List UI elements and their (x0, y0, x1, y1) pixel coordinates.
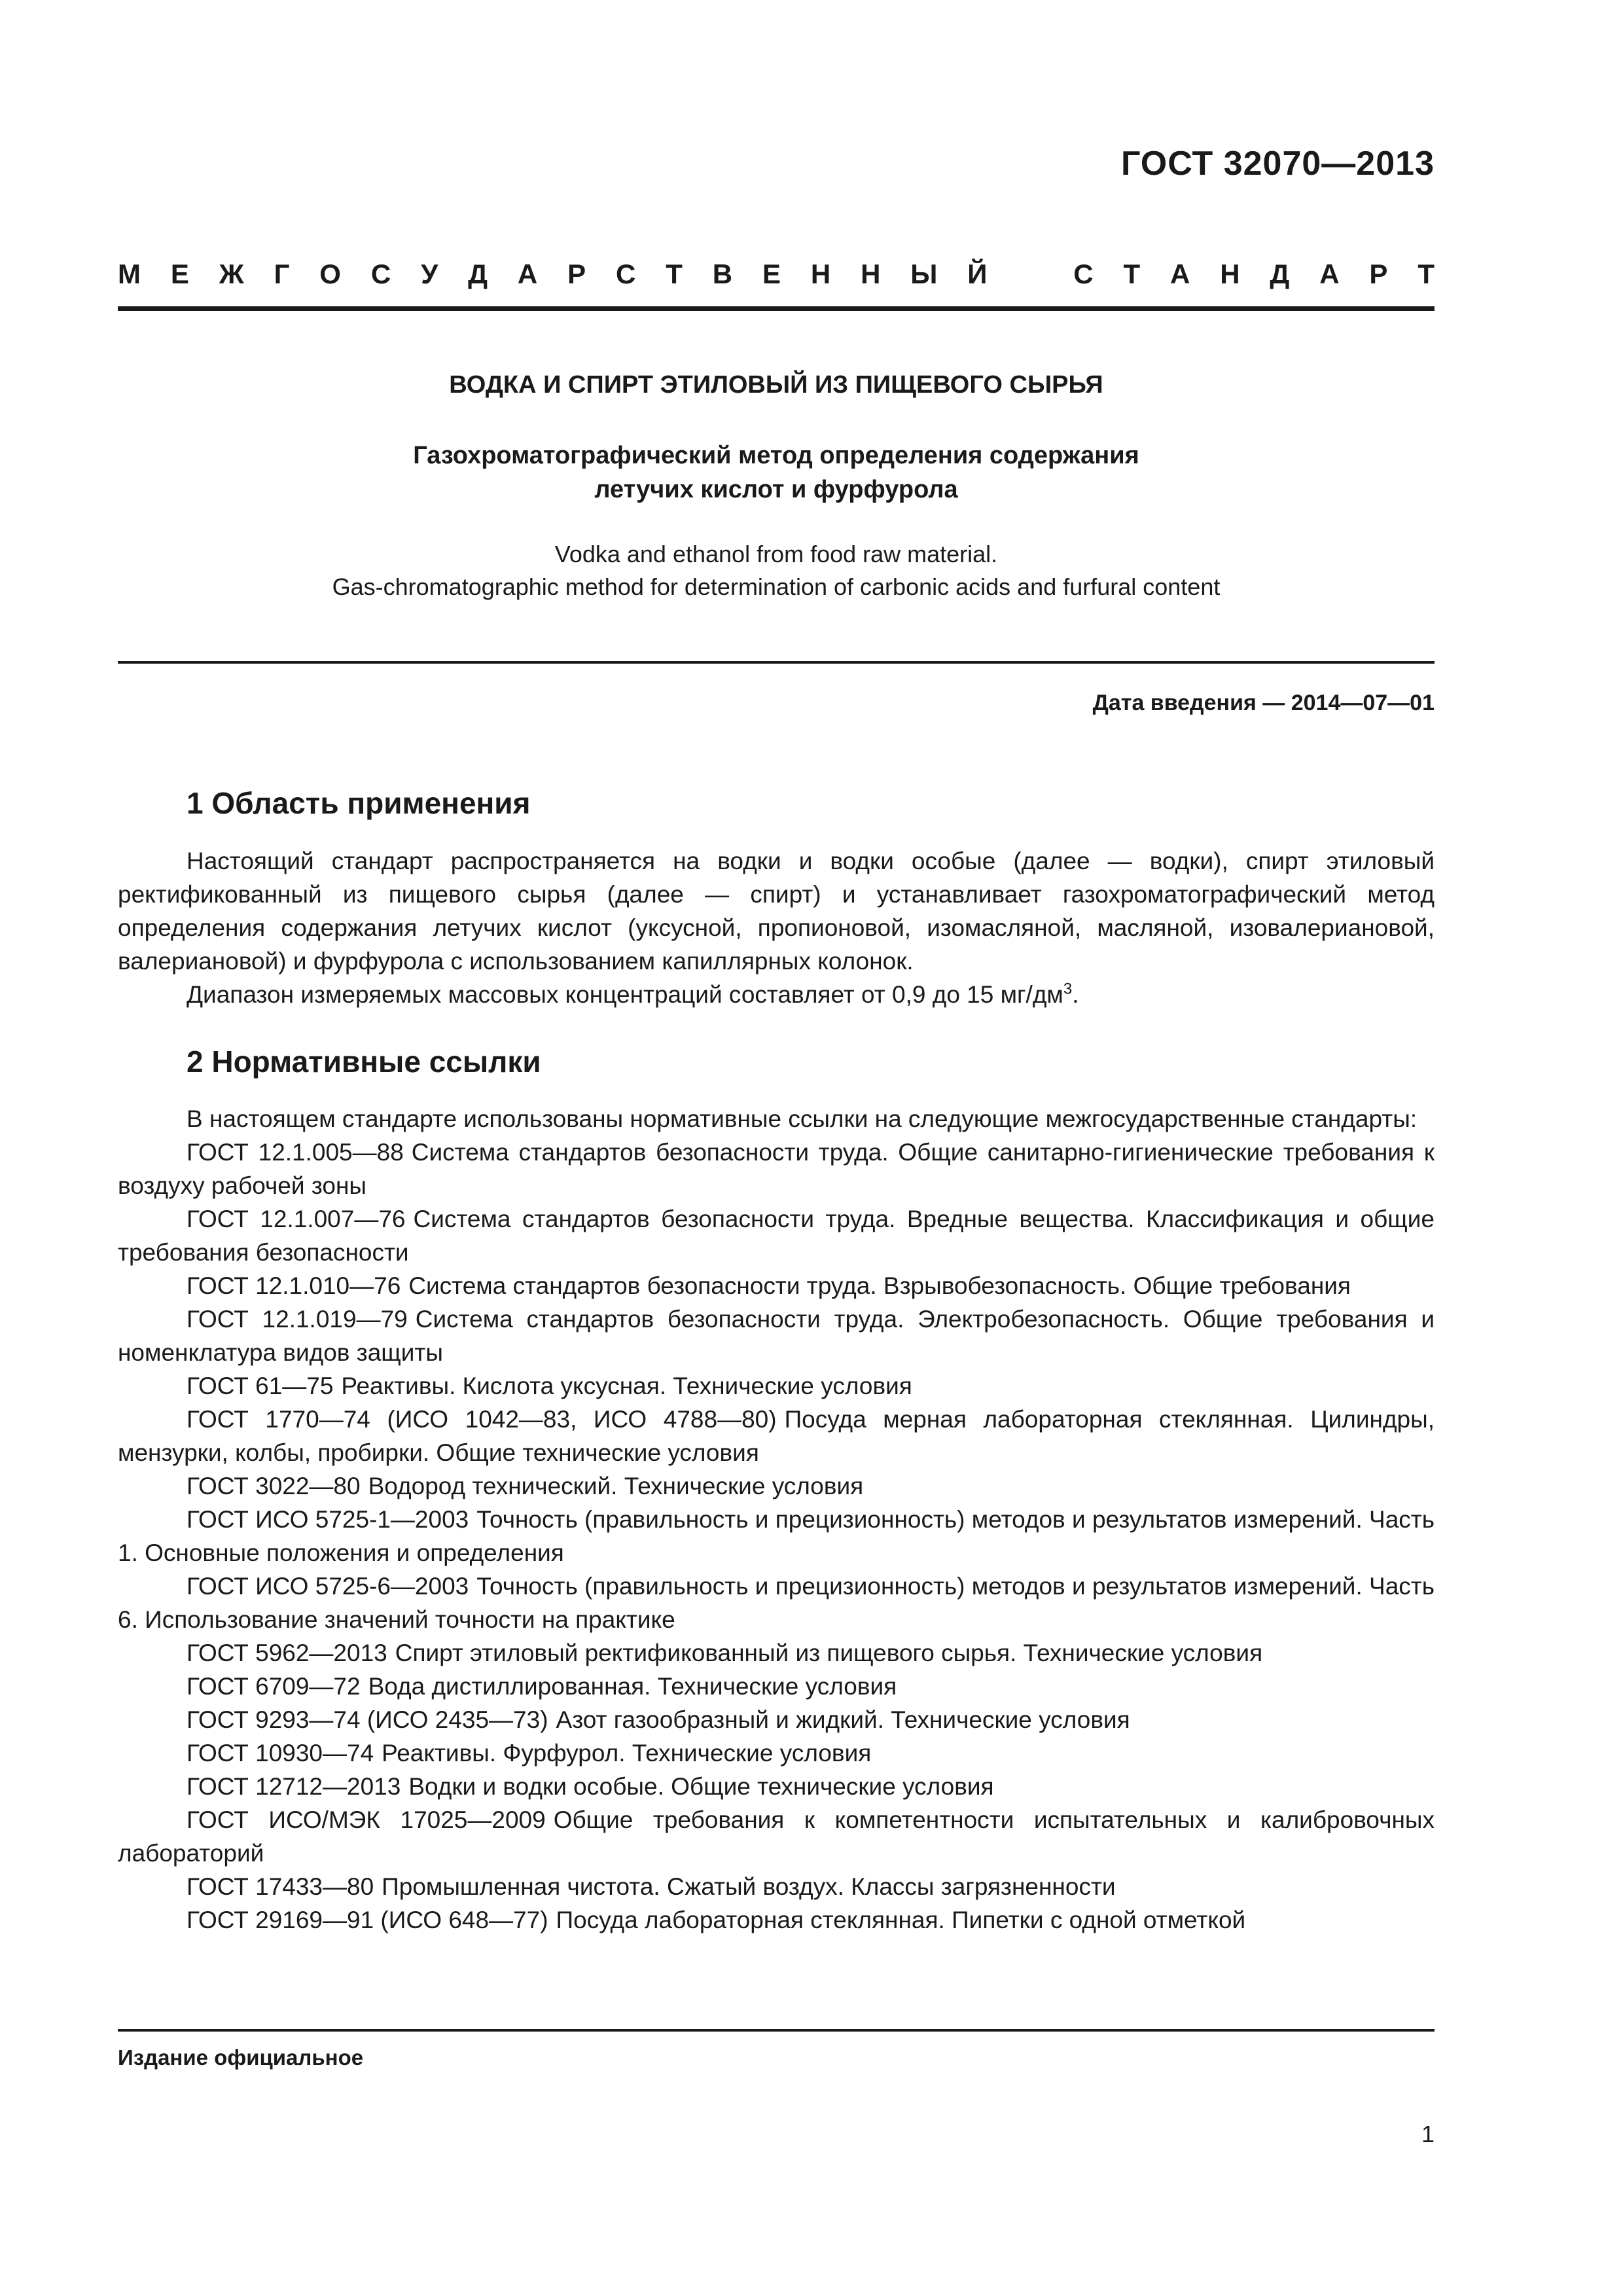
title-rule (118, 661, 1435, 664)
interstate-letter: М (118, 259, 141, 289)
reference-item (118, 1703, 1435, 1736)
reference-item (118, 1570, 1435, 1636)
reference-item (118, 1803, 1435, 1870)
range-end: . (1072, 981, 1079, 1008)
interstate-letter: Г (274, 259, 290, 289)
range-superscript: 3 (1063, 980, 1073, 998)
interstate-letter: С (1073, 259, 1094, 289)
interstate-letter: С (370, 259, 391, 289)
reference-item (118, 1136, 1435, 1202)
interstate-letter: Т (666, 259, 683, 289)
reference-code: ГОСТ 17433—80 (187, 1873, 374, 1900)
reference-item (118, 1903, 1435, 1937)
reference-item (118, 1403, 1435, 1469)
interstate-letter: Е (170, 259, 189, 289)
interstate-letter: А (517, 259, 538, 289)
reference-code: ГОСТ 12.1.019—79 (187, 1306, 408, 1333)
reference-item (118, 1736, 1435, 1770)
interstate-letter: А (1169, 259, 1190, 289)
reference-title: Система стандартов безопасности труда. Вредные вещества. Классификация и общие требования безопасности (118, 1206, 1435, 1266)
reference-title: Азот газообразный и жидкий. Технические условия (556, 1706, 1130, 1733)
reference-item (118, 1636, 1435, 1670)
interstate-letter: С (615, 259, 636, 289)
reference-title: Система стандартов безопасности труда. Взрывобезопасность. Общие требования (408, 1272, 1351, 1299)
reference-code: ГОСТ 5962—2013 (187, 1640, 387, 1666)
subtitle-line-2: летучих кислот и фурфурола (594, 476, 958, 503)
reference-title: Система стандартов безопасности труда. Электробезопасность. Общие требования и номенклатура видов защиты (118, 1306, 1435, 1366)
reference-code: ГОСТ 10930—74 (187, 1740, 374, 1767)
reference-code: ГОСТ ИСО/МЭК 17025—2009 (187, 1806, 546, 1833)
reference-code: ГОСТ 6709—72 (187, 1673, 361, 1700)
references-intro: В настоящем стандарте использованы нормативные ссылки на следующие межгосударственные стандарты: (187, 1105, 1418, 1132)
scope-paragraph: Настоящий стандарт распространяется на водки и водки особые (далее — водки), спирт этиловый ректификованный из пищевого сырья (далее — спирт) и устанавливает газохроматографический метод определения содержания летучих кислот (уксусной, пропионовой, изомасляной, масляной, изовалериановой, валериановой) и фурфурола с использованием капиллярных колонок. (118, 848, 1435, 975)
interstate-letter: Н (1220, 259, 1240, 289)
footer-rule (118, 2029, 1435, 2032)
reference-title: Спирт этиловый ректификованный из пищевого сырья. Технические условия (395, 1640, 1263, 1666)
interstate-letter: Ж (219, 259, 244, 289)
interstate-letter: Е (762, 259, 781, 289)
subtitle-line-1: Газохроматографический метод определения содержания (413, 442, 1139, 469)
reference-title: Точность (правильность и прецизионность) методов и результатов измерений. Часть 1. Основные положения и определения (118, 1506, 1435, 1566)
reference-code: ГОСТ 12.1.010—76 (187, 1272, 401, 1299)
interstate-standard-heading (118, 259, 1435, 290)
english-title-line-1: Vodka and ethanol from food raw material. (554, 541, 998, 567)
reference-code: ГОСТ 3022—80 (187, 1473, 361, 1499)
reference-title: Вода дистиллированная. Технические условия (368, 1673, 897, 1700)
interstate-letter: Д (1270, 259, 1290, 289)
reference-code: ГОСТ 29169—91 (ИСО 648—77) (187, 1907, 548, 1933)
english-title-line-2: Gas-chromatographic method for determination of carbonic acids and furfural content (332, 573, 1221, 600)
interstate-letter: Т (1123, 259, 1141, 289)
reference-list (118, 1136, 1435, 1937)
gost-number: ГОСТ 32070—2013 (1121, 145, 1435, 183)
reference-title: Реактивы. Кислота уксусная. Технические условия (341, 1372, 912, 1399)
section-1-body (118, 844, 1435, 1011)
section-2-body (118, 1102, 1435, 1937)
interstate-letter: Н (810, 259, 831, 289)
interstate-letter: О (319, 259, 341, 289)
interstate-letter: Д (468, 259, 488, 289)
document-title: ВОДКА И СПИРТ ЭТИЛОВЫЙ ИЗ ПИЩЕВОГО СЫРЬЯ (449, 371, 1103, 399)
interstate-letter: Р (567, 259, 586, 289)
reference-title: Реактивы. Фурфурол. Технические условия (382, 1740, 872, 1767)
reference-code: ГОСТ 1770—74 (ИСО 1042—83, ИСО 4788—80) (187, 1406, 777, 1433)
reference-title: Общие требования к компетентности испытательных и калибровочных лабораторий (118, 1806, 1435, 1867)
reference-code: ГОСТ ИСО 5725-6—2003 (187, 1573, 469, 1600)
range-text: Диапазон измеряемых массовых концентраций составляет от 0,9 до 15 мг/дм (187, 981, 1063, 1008)
reference-item (118, 1670, 1435, 1703)
reference-title: Посуда мерная лабораторная стеклянная. Цилиндры, мензурки, колбы, пробирки. Общие технические условия (118, 1406, 1435, 1466)
reference-code: ГОСТ 61—75 (187, 1372, 334, 1399)
page-number: 1 (1421, 2121, 1435, 2147)
interstate-letter: Ы (910, 259, 938, 289)
reference-code: ГОСТ 12.1.007—76 (187, 1206, 406, 1232)
reference-item (118, 1269, 1435, 1302)
reference-title: Водород технический. Технические условия (368, 1473, 864, 1499)
reference-item (118, 1202, 1435, 1269)
section-1-heading: 1 Область применения (187, 786, 531, 820)
header-rule (118, 306, 1435, 311)
interstate-letter: Р (1369, 259, 1388, 289)
section-2-heading: 2 Нормативные ссылки (187, 1045, 541, 1079)
interstate-letter: А (1319, 259, 1340, 289)
interstate-letter (1017, 259, 1043, 290)
reference-title: Точность (правильность и прецизионность) методов и результатов измерений. Часть 6. Использование значений точности на практике (118, 1573, 1435, 1633)
edition-label: Издание официальное (118, 2045, 364, 2070)
reference-title: Водки и водки особые. Общие технические условия (408, 1773, 994, 1800)
interstate-letter: Т (1418, 259, 1435, 289)
reference-code: ГОСТ 12.1.005—88 (187, 1139, 404, 1166)
reference-item (118, 1469, 1435, 1503)
reference-code: ГОСТ 12712—2013 (187, 1773, 401, 1800)
english-title (118, 538, 1435, 603)
reference-code: ГОСТ 9293—74 (ИСО 2435—73) (187, 1706, 548, 1733)
reference-item (118, 1503, 1435, 1570)
reference-code: ГОСТ ИСО 5725-1—2003 (187, 1506, 469, 1533)
reference-item (118, 1770, 1435, 1803)
document-subtitle (118, 439, 1435, 507)
range-paragraph (118, 978, 1435, 1011)
reference-item (118, 1870, 1435, 1903)
reference-item (118, 1369, 1435, 1403)
reference-title: Система стандартов безопасности труда. Общие санитарно-гигиенические требования к воздуху рабочей зоны (118, 1139, 1435, 1199)
interstate-letter: У (421, 259, 438, 289)
reference-item (118, 1302, 1435, 1369)
reference-title: Промышленная чистота. Сжатый воздух. Классы загрязненности (382, 1873, 1116, 1900)
introduction-date: Дата введения — 2014—07—01 (1092, 691, 1435, 715)
interstate-letter: Й (967, 259, 988, 289)
interstate-letter: Н (861, 259, 881, 289)
reference-title: Посуда лабораторная стеклянная. Пипетки с одной отметкой (556, 1907, 1246, 1933)
interstate-letter: В (712, 259, 733, 289)
